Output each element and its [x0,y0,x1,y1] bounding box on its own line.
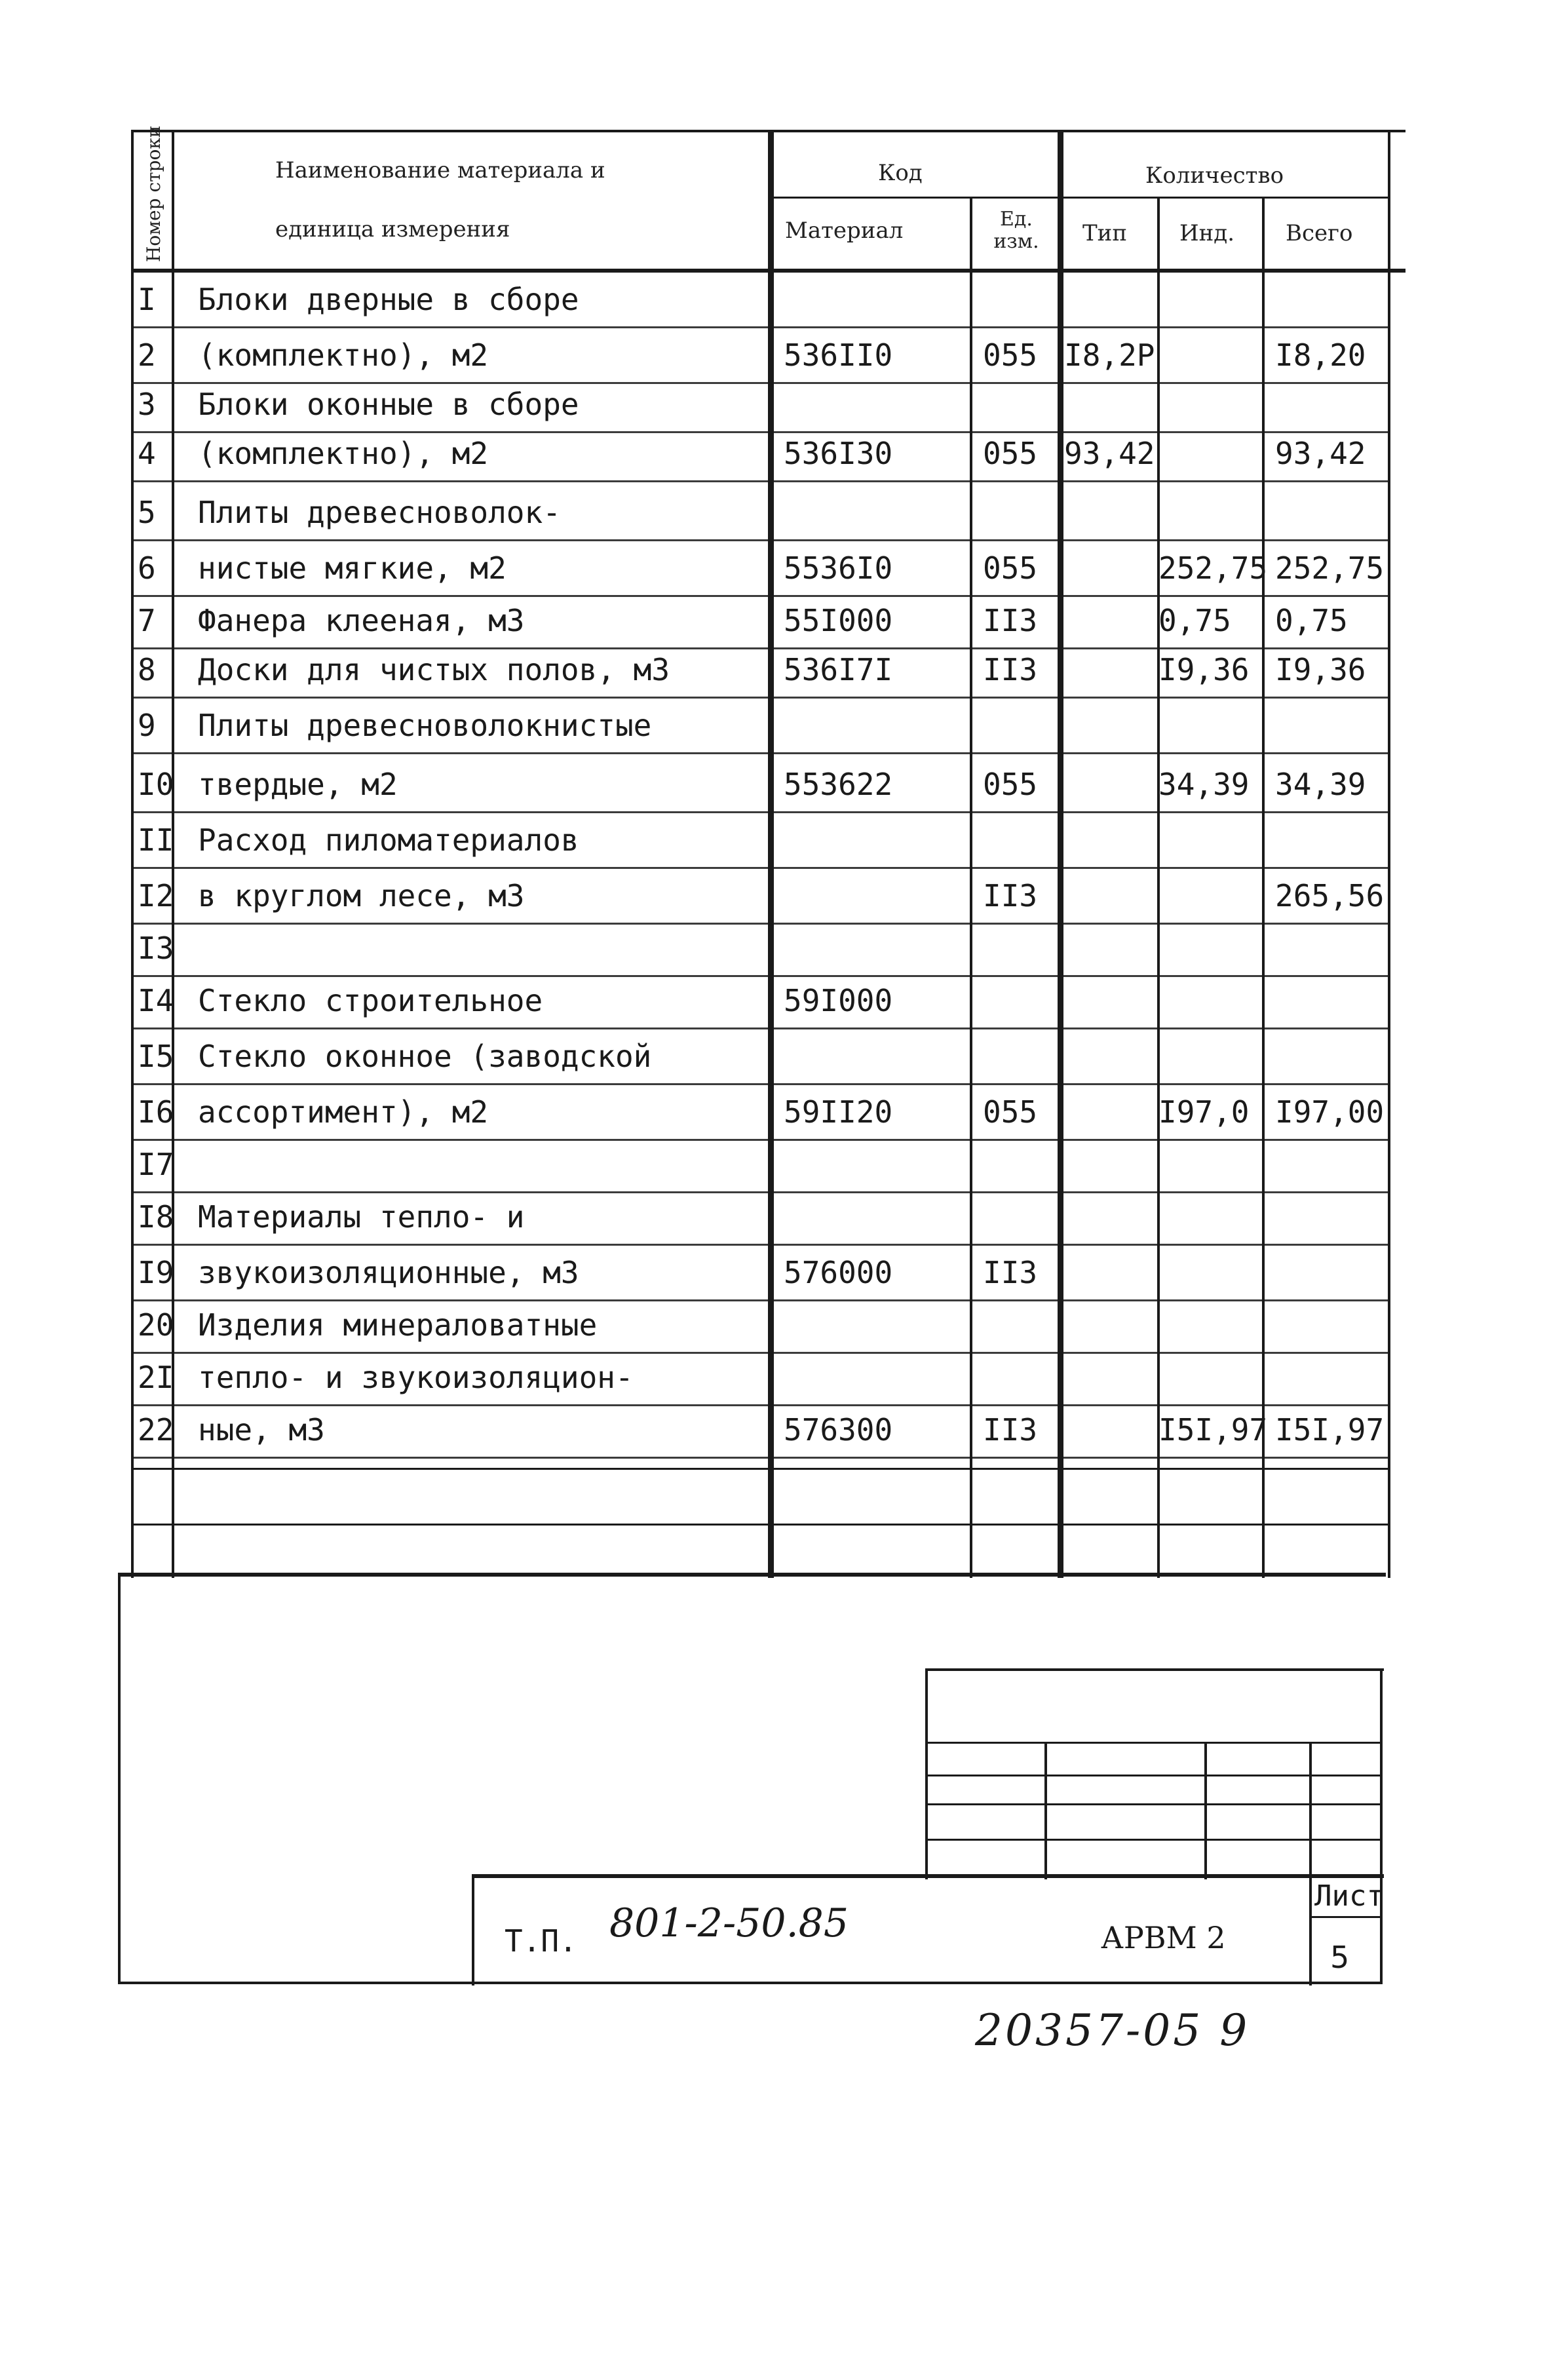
cell-name: Блоки оконные в сборе [198,387,579,422]
cell-num: 6 [138,550,156,586]
col-border-ind [1262,197,1265,1578]
stamp-grid-h1 [925,1742,1381,1744]
cell-name: ассортимент), м2 [198,1094,489,1130]
cell-type: 93,42 [1064,436,1155,471]
cell-name: твердые, м2 [198,767,398,802]
cell-num: I6 [138,1094,174,1130]
row-rule [132,1524,1388,1526]
cell-num: I7 [138,1147,174,1182]
page-border-left [118,1573,121,1984]
cell-num: 20 [138,1307,174,1343]
stamp-sheet-label: Лист [1314,1879,1384,1913]
row-rule [132,697,1388,699]
cell-code: 59I000 [784,983,893,1018]
row-rule [132,1457,1388,1459]
cell-num: I3 [138,931,174,966]
stamp-sheet-left [1309,1874,1312,1986]
stamp-sheet-number: 5 [1330,1940,1350,1975]
cell-name: Материалы тепло- и [198,1199,525,1235]
stamp-grid-v1 [1044,1742,1047,1879]
cell-unit: II3 [983,652,1038,687]
cell-code: 55I000 [784,603,893,638]
footer-note: 20357-05 9 [975,2005,1250,2056]
cell-total: 265,56 [1275,878,1385,913]
stamp-grid-v2 [1204,1742,1207,1879]
cell-code: 553622 [784,767,893,802]
cell-total: 252,75 [1275,550,1385,586]
row-rule [132,811,1388,813]
cell-total: I5I,97 [1275,1412,1385,1448]
stamp-sheet-divider [1309,1916,1383,1918]
stamp-main-left [472,1874,474,1986]
row-rule [132,1404,1388,1406]
cell-total: 34,39 [1275,767,1366,802]
stamp-main-bottom [118,1982,1383,1984]
cell-num: I8 [138,1199,174,1235]
cell-name: Стекло строительное [198,983,543,1018]
row-rule [132,867,1388,869]
table-bottom-border [118,1573,1386,1577]
row-rule [132,1468,1388,1470]
cell-ind: I97,0 [1158,1094,1250,1130]
cell-ind: I9,36 [1158,652,1250,687]
row-rule [132,752,1388,754]
row-rule [132,431,1388,433]
cell-num: I9 [138,1255,174,1290]
cell-num: II [138,822,174,858]
cell-code: 59II20 [784,1094,893,1130]
stamp-main-top [472,1874,1384,1878]
row-rule [132,1299,1388,1301]
cell-num: I0 [138,767,174,802]
cell-ind: 252,75 [1158,550,1268,586]
cell-num: I [138,282,156,317]
cell-unit: 055 [983,550,1038,586]
cell-num: 2 [138,337,156,373]
stamp-grid-v3 [1309,1742,1312,1879]
stamp-tp-number: 801-2-50.85 [609,1900,849,1946]
cell-unit: II3 [983,603,1038,638]
cell-num: I4 [138,983,174,1018]
cell-type: I8,2P [1064,337,1155,373]
cell-code: 536II0 [784,337,893,373]
cell-code: 536I30 [784,436,893,471]
cell-total: I97,00 [1275,1094,1385,1130]
cell-name: ные, м3 [198,1412,325,1448]
row-rule [132,595,1388,597]
cell-name: Блоки дверные в сборе [198,282,579,317]
cell-total: 0,75 [1275,603,1348,638]
cell-code: 536I7I [784,652,893,687]
row-rule [132,1352,1388,1354]
cell-num: 4 [138,436,156,471]
row-rule [132,1027,1388,1029]
cell-total: I8,20 [1275,337,1366,373]
header-total: Всего [1286,220,1353,246]
cell-total: I9,36 [1275,652,1366,687]
header-sub-divider [771,197,1390,199]
cell-unit: II3 [983,1255,1038,1290]
cell-unit: II3 [983,878,1038,913]
stamp-box-right [1380,1668,1383,1983]
cell-unit: 055 [983,1094,1038,1130]
row-rule [132,647,1388,649]
cell-num: 7 [138,603,156,638]
cell-name: нистые мягкие, м2 [198,550,507,586]
stamp-grid-h3 [925,1803,1381,1805]
header-ind: Инд. [1179,220,1235,246]
cell-unit: 055 [983,337,1038,373]
cell-name: Плиты древесноволок- [198,495,561,530]
row-rule [132,382,1388,384]
row-rule [132,975,1388,977]
row-rule [132,1083,1388,1085]
cell-name: Стекло оконное (заводской [198,1039,652,1074]
cell-num: 9 [138,708,156,743]
col-border-right [1388,130,1390,1578]
header-unit: Ед. изм. [993,208,1039,253]
cell-num: 2I [138,1360,174,1395]
header-quantity: Количество [1145,163,1284,189]
row-rule [132,1139,1388,1141]
cell-name: звукоизоляционные, м3 [198,1255,579,1290]
cell-name: Расход пиломатериалов [198,822,579,858]
stamp-box-left [925,1668,928,1879]
cell-num: 3 [138,387,156,422]
cell-unit: II3 [983,1412,1038,1448]
header-code: Код [878,160,923,186]
cell-code: 576300 [784,1412,893,1448]
col-border-name [768,130,774,1578]
cell-unit: 055 [983,767,1038,802]
cell-name: Доски для чистых полов, м3 [198,652,670,687]
header-name-line2: единица измерения [275,216,510,242]
col-border-type [1157,197,1160,1578]
row-rule [132,1244,1388,1246]
row-rule [132,480,1388,482]
stamp-section: АРВМ 2 [1101,1920,1226,1955]
stamp-grid-h4 [925,1839,1381,1841]
col-border-material [970,197,972,1578]
stamp-grid-h2 [925,1775,1381,1776]
cell-num: 22 [138,1412,174,1448]
cell-ind: 0,75 [1158,603,1231,638]
header-type: Тип [1082,220,1127,246]
cell-name: тепло- и звукоизоляцион- [198,1360,634,1395]
cell-code: 576000 [784,1255,893,1290]
cell-name: в круглом лесе, м3 [198,878,525,913]
col-border-unit [1058,130,1063,1578]
header-row-label: Номер строки [143,125,164,262]
cell-num: 8 [138,652,156,687]
stamp-tp-label: Т.П. [505,1923,577,1959]
row-rule [132,539,1388,541]
row-rule [132,1191,1388,1193]
cell-total: 93,42 [1275,436,1366,471]
cell-name: (комплектно), м2 [198,337,489,373]
cell-name: Фанера клееная, м3 [198,603,525,638]
cell-ind: 34,39 [1158,767,1250,802]
cell-num: 5 [138,495,156,530]
cell-ind: I5I,97 [1158,1412,1268,1448]
cell-name: Плиты древесноволокнистые [198,708,652,743]
stamp-box-top [925,1668,1384,1671]
cell-num: I5 [138,1039,174,1074]
header-name-line1: Наименование материала и [275,157,605,183]
cell-code: 5536I0 [784,550,893,586]
cell-name: (комплектно), м2 [198,436,489,471]
row-rule [132,326,1388,328]
cell-num: I2 [138,878,174,913]
cell-unit: 055 [983,436,1038,471]
header-material: Материал [785,218,904,244]
row-rule [132,923,1388,925]
col-border-left [131,130,134,1578]
cell-name: Изделия минераловатные [198,1307,598,1343]
